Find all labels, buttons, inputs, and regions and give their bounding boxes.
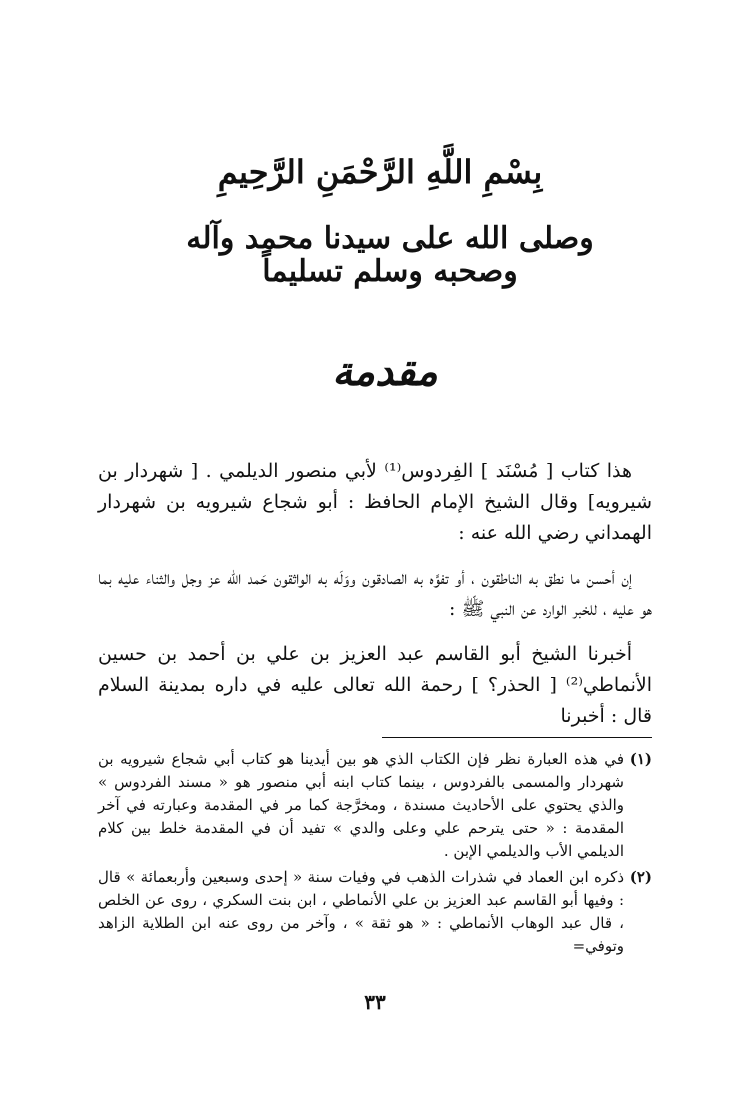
page-number: ٣٣ xyxy=(364,990,386,1014)
salawat-calligraphy: وصلى الله على سيدنا محمد وآله وصحبه وسلم تسليماً xyxy=(186,221,594,289)
footnote-number: (٢) xyxy=(629,868,652,886)
paragraph: إن أحسن ما نطق به الناطقون ، أو تفوَّه به الصادقون ووَلَه به الواثقون حَمد الله عز وجل والثناء عليه بما هو عليه ، للخبر الوارد عن النبي ﷺ : xyxy=(98,567,652,620)
basmala-calligraphy: بِسْمِ اللَّهِ الرَّحْمَنِ الرَّحِيمِ xyxy=(217,153,543,191)
footnote xyxy=(98,748,652,863)
footnote xyxy=(98,866,652,958)
footnote-text: ذكره ابن العماد في شذرات الذهب في وفيات سنة « إحدى وسبعين وأربعمائة » قال : وفيها أبو القاسم عبد العزيز بن علي الأنماطي ، ابن بنت السكري ، روى عن الخلص ، قال عبد الوهاب الأنماطي : « هو ثقة » ، وآخر من روى عنه ابن الطلاية الزاهد وتوفي= xyxy=(98,868,624,955)
footnote-divider xyxy=(382,737,652,738)
footnotes xyxy=(98,748,652,961)
paragraph: أخبرنا الشيخ أبو القاسم عبد العزيز بن علي بن أحمد بن حسين الأنماطي⁽²⁾ [ الحذر؟ ] رحمة الله تعالى عليه في داره بمدينة السلام قال : أخبرنا xyxy=(98,643,652,727)
footnote-text: في هذه العبارة نظر فإن الكتاب الذي هو بين أيدينا هو كتاب أبي شجاع شيرويه بن شهردار والمسمى بالفردوس ، بينما كتاب ابنه أبي منصور هو « مسند الفردوس » والذي يحتوي على الأحاديث مسندة ، ومخرَّجة كما مر في المقدمة وعبارته في آخر المقدمة : « حتى يترحم علي وعلى والدي » تفيد أن في المقدمة خلط بين كلام الديلمي الأب والديلمي الإبن . xyxy=(98,750,624,860)
main-text xyxy=(98,456,652,732)
section-title: مقدمة xyxy=(332,348,438,395)
footnote-number: (١) xyxy=(629,750,652,768)
paragraph: هذا كتاب [ مُسْنَد ] الفِردوس⁽¹⁾ لأبي منصور الديلمي . [ شهردار بن شيرويه] وقال الشيخ الإمام الحافظ : أبو شجاع شيرويه بن شهردار الهمداني رضي الله عنه : xyxy=(98,460,652,544)
